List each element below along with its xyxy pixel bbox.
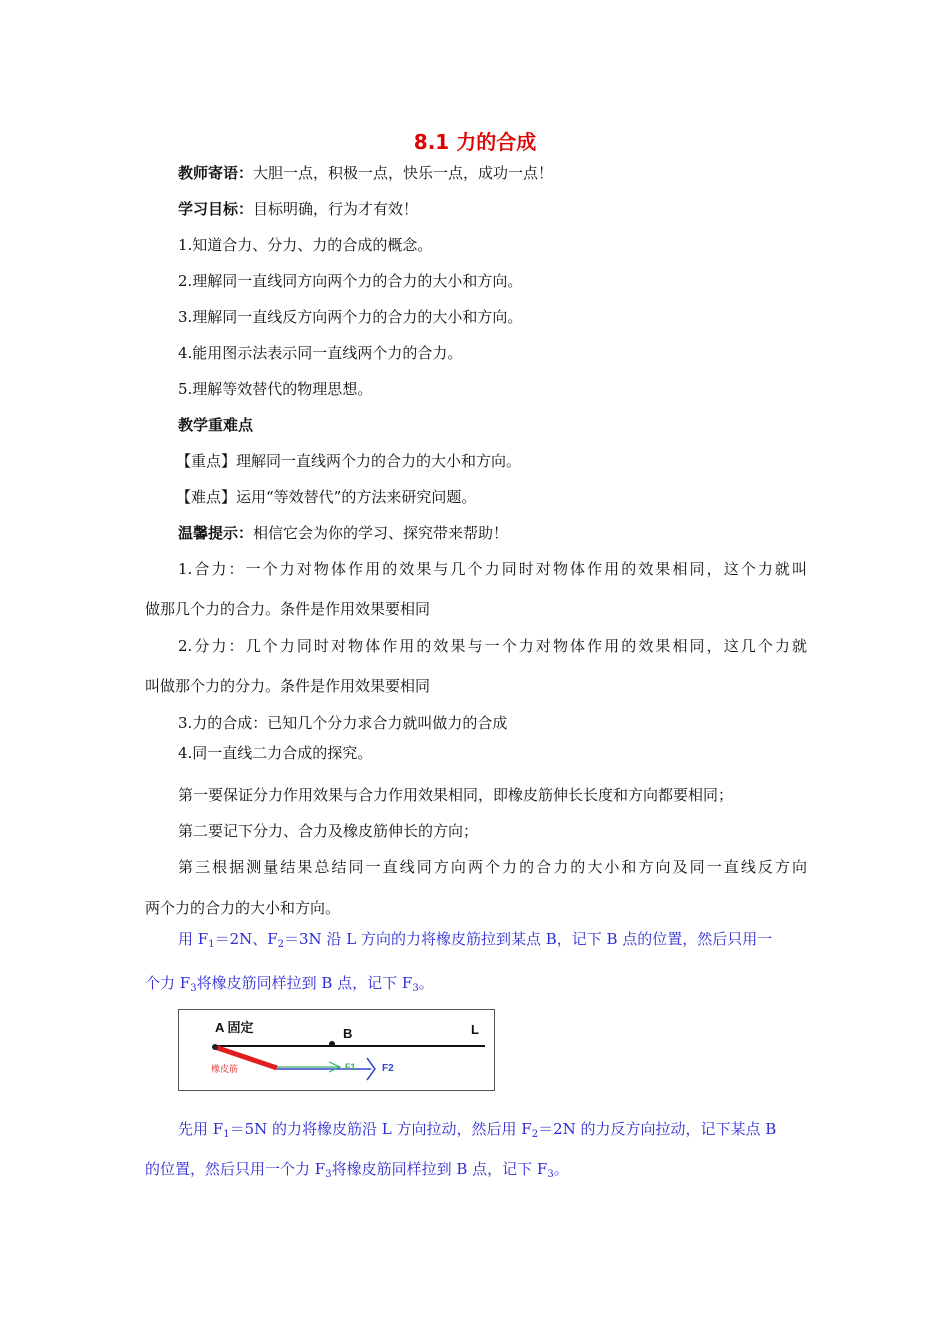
definition-composition: 3.力的合成：已知几个分力求合力就叫做力的合成 <box>178 714 508 732</box>
label-rubber-band: 橡皮筋 <box>211 1064 239 1074</box>
subscript: 2 <box>531 1129 539 1140</box>
point-a <box>212 1044 218 1050</box>
goal-item: 4.能用图示法表示同一直线两个力的合力。 <box>178 344 463 362</box>
definition-component-1: 2.分力：几个力同时对物体作用的效果与一个力对物体作用的效果相同，这几个力就 <box>178 637 807 655</box>
text-segment: 将橡皮筋同样拉到 B 点，记下 F <box>331 1160 548 1178</box>
subscript: 3 <box>190 983 197 994</box>
learning-goals-label: 学习目标： <box>178 200 254 218</box>
subscript: 1 <box>223 1129 230 1140</box>
text-segment: 将橡皮筋同样拉到 B 点，记下 F <box>196 974 413 992</box>
definition-resultant-1: 1.合力：一个力对物体作用的效果与几个力同时对物体作用的效果相同，这个力就叫 <box>178 560 807 578</box>
experiment-diagram <box>179 1010 494 1090</box>
learning-goals <box>178 199 418 219</box>
teacher-message-text: 大胆一点，积极一点，快乐一点，成功一点！ <box>253 164 554 182</box>
subscript: 3 <box>547 1169 554 1180</box>
subscript: 3 <box>325 1169 332 1180</box>
subscript: 1 <box>208 939 215 950</box>
label-a: A 固定 <box>215 1020 254 1035</box>
text-segment: ＝5N 的力将橡皮筋沿 L 方向拉动，然后用 F <box>229 1120 532 1138</box>
exploration-heading: 4.同一直线二力合成的探究。 <box>178 744 373 762</box>
text-segment: ＝3N 沿 L 方向的力将橡皮筋拉到某点 B，记下 B 点的位置，然后只用一 <box>284 930 773 948</box>
point-b <box>329 1041 335 1047</box>
label-b: B <box>343 1026 353 1041</box>
step-2: 第二要记下分力、合力及橡皮筋伸长的方向； <box>178 822 479 840</box>
tips-label: 温馨提示： <box>178 524 254 542</box>
experiment-2-line-2 <box>145 1159 569 1185</box>
text-segment: 用 F <box>178 930 209 948</box>
text-segment: 。 <box>418 974 434 992</box>
step-1: 第一要保证分力作用效果与合力作用效果相同，即橡皮筋伸长长度和方向都要相同； <box>178 786 734 804</box>
label-f1: F1 <box>345 1062 356 1072</box>
goal-item: 3.理解同一直线反方向两个力的合力的大小和方向。 <box>178 308 523 326</box>
teacher-message-label: 教师寄语： <box>178 164 254 182</box>
goal-item: 2.理解同一直线同方向两个力的合力的大小和方向。 <box>178 272 523 290</box>
subscript: 3 <box>412 983 419 994</box>
text-segment: 。 <box>553 1160 569 1178</box>
experiment-figure <box>178 1009 495 1091</box>
tips-text: 相信它会为你的学习、探究带来帮助！ <box>253 524 509 542</box>
definition-component-2: 叫做那个力的分力。条件是作用效果要相同 <box>145 677 431 695</box>
text-segment: ＝2N 的力反方向拉动，记下某点 B <box>538 1120 777 1138</box>
difficulty-point: 【难点】运用“等效替代”的方法来研究问题。 <box>176 488 477 506</box>
key-points-heading: 教学重难点 <box>178 416 254 434</box>
step-3-line-2: 两个力的合力的大小和方向。 <box>145 899 341 917</box>
experiment-2-line-1 <box>178 1119 776 1145</box>
text-segment: 个力 F <box>145 974 191 992</box>
definition-resultant-2: 做那几个力的合力。条件是作用效果要相同 <box>145 600 431 618</box>
text-segment: 先用 F <box>178 1120 224 1138</box>
step-3-line-1: 第三根据测量结果总结同一直线同方向两个力的合力的大小和方向及同一直线反方向 <box>178 858 807 876</box>
goal-item: 1.知道合力、分力、力的合成的概念。 <box>178 236 433 254</box>
page-title: 8.1 力的合成 <box>413 130 537 154</box>
tips <box>178 523 508 543</box>
learning-goals-text: 目标明确，行为才有效！ <box>253 200 419 218</box>
experiment-1-line-2 <box>145 973 434 999</box>
teacher-message <box>178 163 553 183</box>
subscript: 2 <box>277 939 285 950</box>
goal-item: 5.理解等效替代的物理思想。 <box>178 380 373 398</box>
text-segment: ＝2N、F <box>214 930 278 948</box>
text-segment: 的位置，然后只用一个力 F <box>145 1160 326 1178</box>
label-l: L <box>471 1022 479 1037</box>
key-point: 【重点】理解同一直线两个力的合力的大小和方向。 <box>176 452 522 470</box>
label-f2: F2 <box>382 1063 394 1074</box>
experiment-1-line-1 <box>178 929 772 955</box>
